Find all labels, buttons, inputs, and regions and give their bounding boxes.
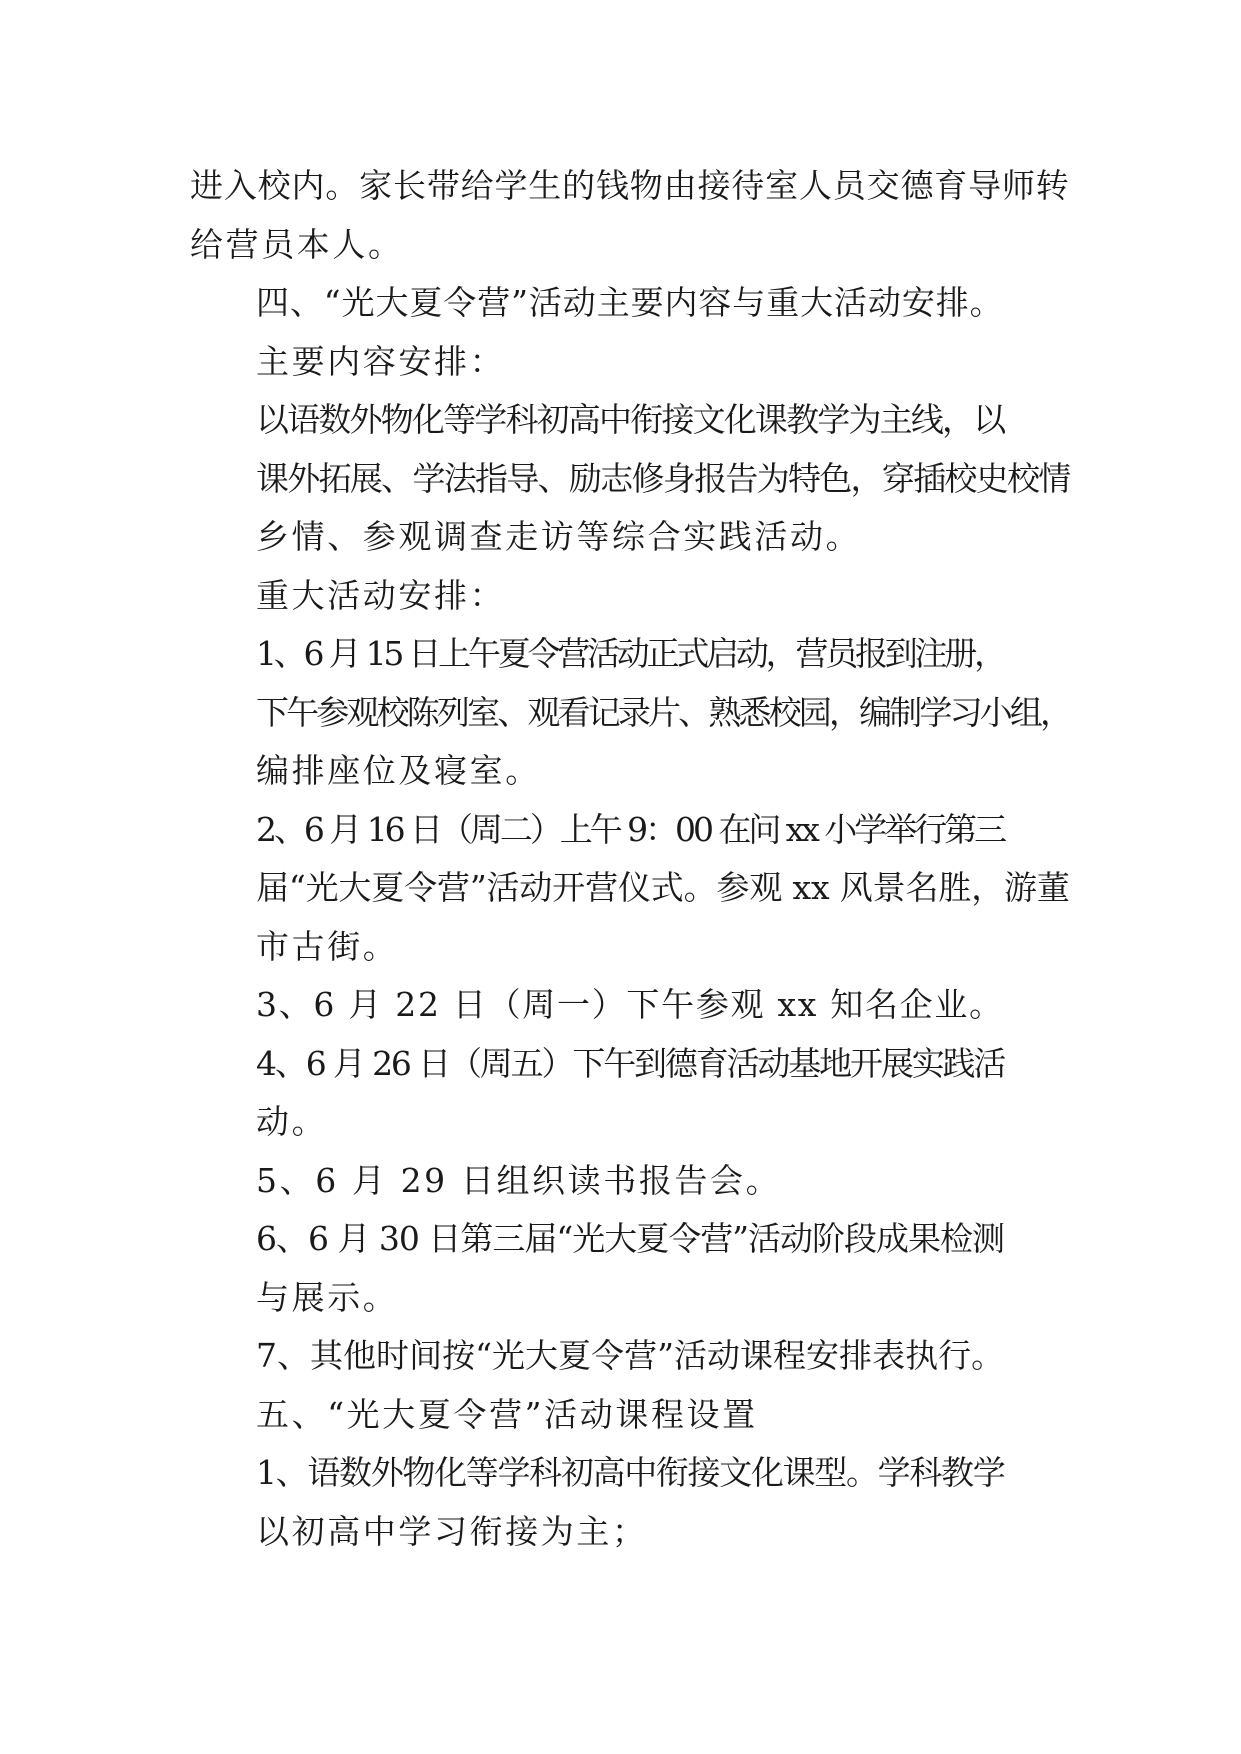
section-heading-five (190, 1386, 1070, 1445)
document-page (190, 157, 1070, 1561)
text-line: 进入校内。家长带给学生的钱物由接待室人员交德育导师转 (190, 166, 1070, 205)
list-item-1 (190, 625, 1070, 801)
text-line: 乡情、参观调查走访等综合实践活动。 (256, 517, 862, 556)
subheading-main-content (190, 333, 1070, 392)
text-line: 给营员本人。 (190, 224, 404, 264)
paragraph-main-content (190, 391, 1070, 567)
list-item-7 (190, 1327, 1070, 1386)
text-line: 课外拓展、学法指导、励志修身报告为特色，穿插校史校情 (256, 458, 1070, 498)
text-line: 四、“光大夏令营”活动主要内容与重大活动安排。 (256, 283, 1004, 322)
text-line: 主要内容安排： (256, 341, 506, 381)
text-line: 动。 (256, 1102, 328, 1141)
text-line: 与展示。 (256, 1277, 399, 1317)
paragraph-continuation (190, 157, 1070, 274)
text-line: 4、6 月 26 日（周五）下午到德育活动基地开展实践活 (256, 1043, 1005, 1083)
text-line: 重大活动安排： (256, 575, 506, 615)
text-line: 以语数外物化等学科初高中衔接文化课教学为主线，以 (256, 400, 1005, 439)
course-item-1 (190, 1444, 1070, 1561)
text-line: 编排座位及寝室。 (256, 751, 541, 790)
text-line: 7、其他时间按“光大夏令营”活动课程安排表执行。 (256, 1336, 1005, 1375)
text-line: 以初高中学习衔接为主； (256, 1511, 648, 1551)
text-line: 3、6 月 22 日（周一）下午参观 xx 知名企业。 (256, 985, 1004, 1024)
text-line: 6、6 月 30 日第三届“光大夏令营”活动阶段成果检测 (256, 1219, 1004, 1258)
text-line: 1、6 月 15 日上午夏令营活动正式启动，营员报到注册， (256, 634, 1004, 673)
text-line: 届“光大夏令营”活动开营仪式。参观 xx 风景名胜，游董 (256, 868, 1070, 907)
list-item-3 (190, 976, 1070, 1035)
text-line: 市古街。 (256, 926, 399, 966)
text-line: 下午参观校陈列室、观看记录片、熟悉校园，编制学习小组， (256, 692, 1071, 732)
text-line: 五、“光大夏令营”活动课程设置 (256, 1394, 758, 1434)
list-item-5 (190, 1152, 1070, 1211)
list-item-2 (190, 801, 1070, 977)
subheading-major-activities (190, 567, 1070, 626)
list-item-4 (190, 1035, 1070, 1152)
text-line: 1、语数外物化等学科初高中衔接文化课型。学科教学 (256, 1453, 1005, 1492)
list-item-6 (190, 1210, 1070, 1327)
text-line: 2、6 月 16 日（周二）上午 9：00 在问 xx 小学举行第三 (256, 809, 1005, 849)
section-heading-four (190, 274, 1070, 333)
text-line: 5、6 月 29 日组织读书报告会。 (256, 1160, 782, 1200)
